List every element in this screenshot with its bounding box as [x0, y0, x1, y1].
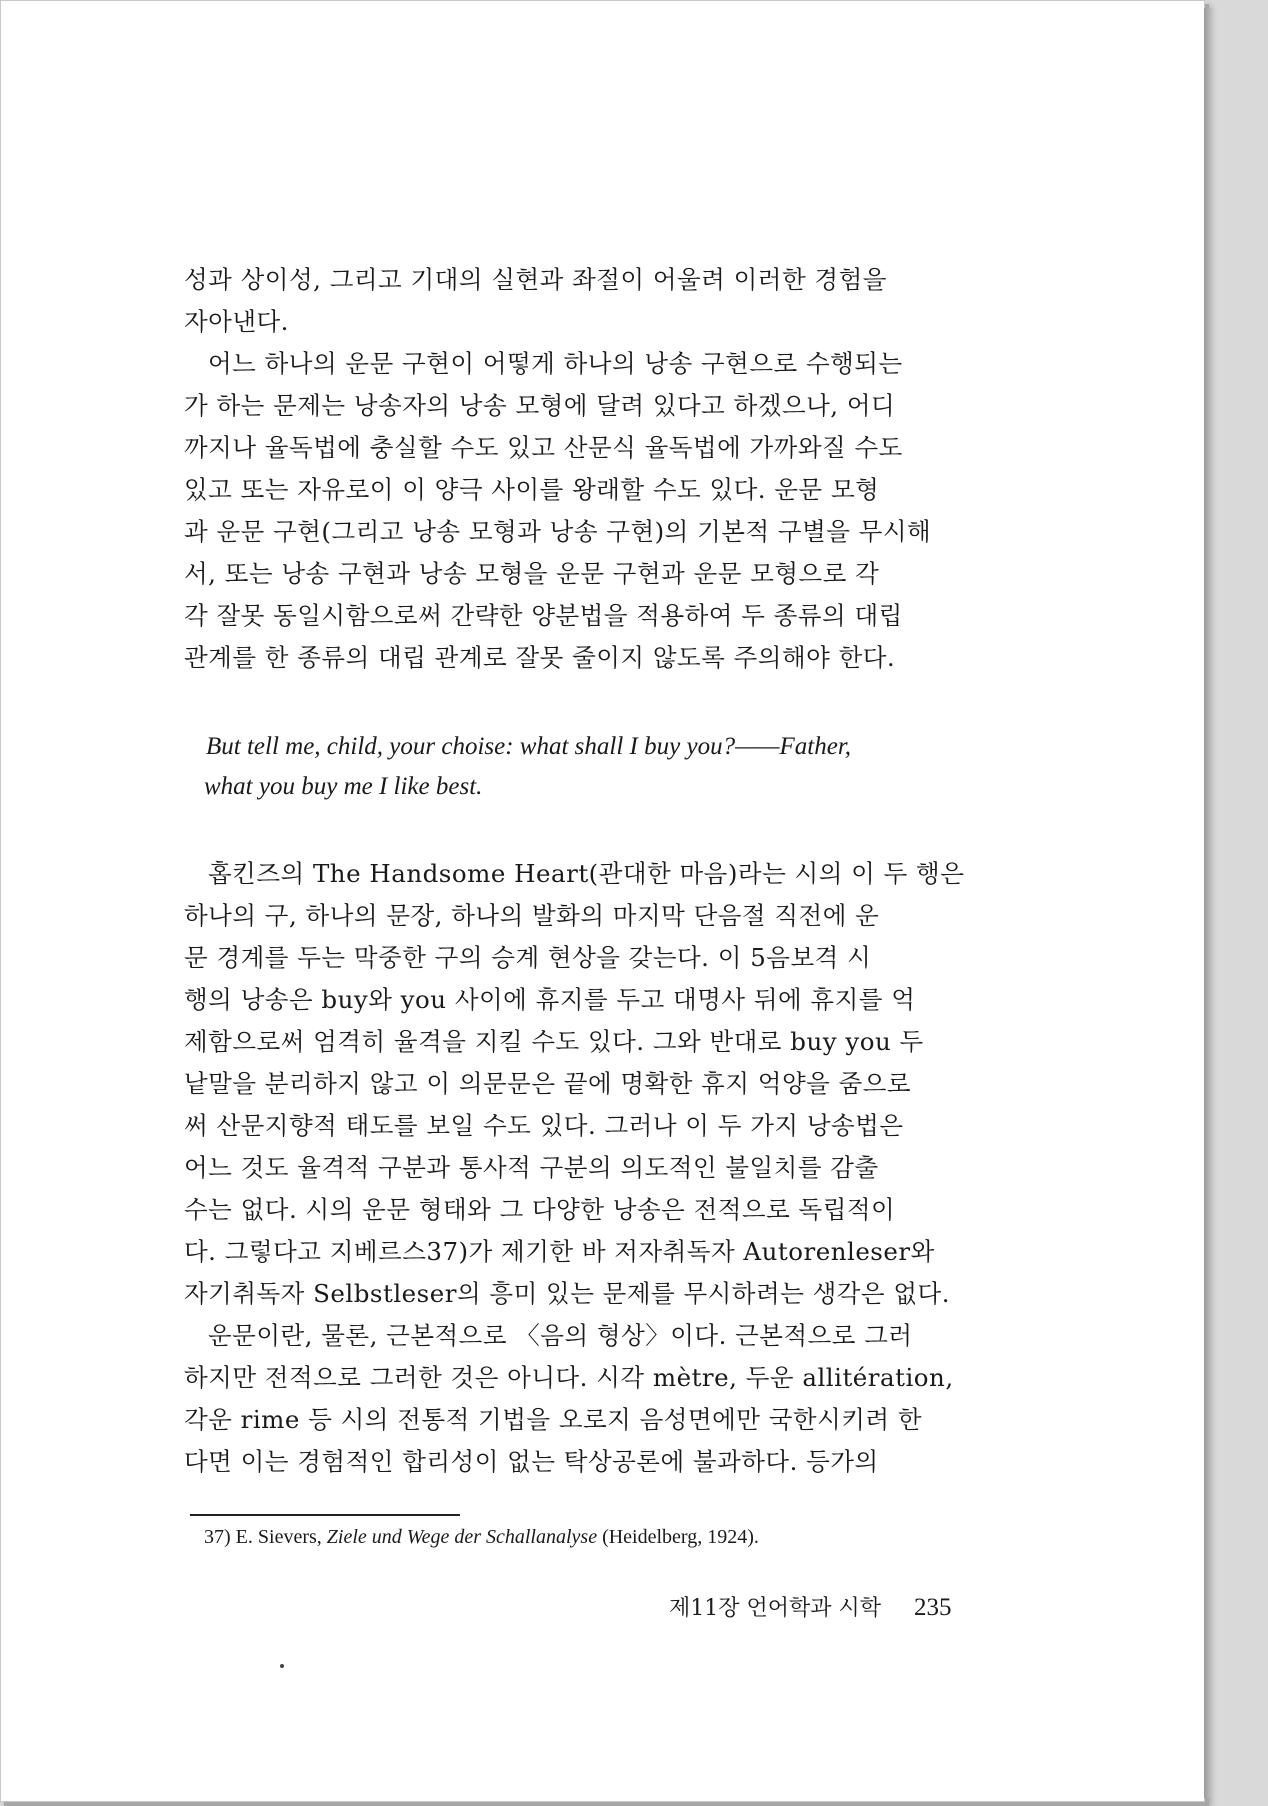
footnote-number: 37) [204, 1526, 231, 1548]
text-line: 하나의 구, 하나의 문장, 하나의 발화의 마지막 단음절 직전에 운 [184, 901, 880, 930]
text-line: 제함으로써 엄격히 율격을 지킬 수도 있다. 그와 반대로 buy you 두 [184, 1027, 924, 1056]
paragraph-1 [184, 259, 990, 343]
page-number: 235 [914, 1594, 952, 1621]
text-line: 자아낸다. [184, 307, 289, 336]
chapter-label: 제11장 [669, 1596, 740, 1621]
poem-quotation [206, 727, 996, 807]
text-line: 어느 것도 율격적 구분과 통사적 구분의 의도적인 불일치를 감출 [184, 1153, 879, 1182]
text-line: 하지만 전적으로 그러한 것은 아니다. 시각 mètre, 두운 allitération, [184, 1363, 954, 1392]
text-line: 성과 상이성, 그리고 기대의 실현과 좌절이 어울려 이러한 경험을 [184, 265, 887, 294]
paragraph-4 [184, 1315, 990, 1483]
text-line: 가 하는 문제는 낭송자의 낭송 모형에 달려 있다고 하겠으나, 어디 [184, 391, 896, 420]
text-line: 서, 또는 낭송 구현과 낭송 모형을 운문 구현과 운문 모형으로 각 [184, 559, 880, 588]
paragraph-2 [184, 343, 990, 679]
chapter-title: 언어학과 시학 [746, 1596, 882, 1621]
footnote [204, 1523, 759, 1551]
text-line: 자기취독자 Selbstleser의 흥미 있는 문제를 무시하려는 생각은 없다. [184, 1279, 950, 1308]
text-line: 써 산문지향적 태도를 보일 수도 있다. 그러나 이 두 가지 낭송법은 [184, 1111, 904, 1140]
footnote-publication: (Heidelberg, 1924). [602, 1526, 759, 1548]
text-line: 관계를 한 종류의 대립 관계로 잘못 줄이지 않도록 주의해야 한다. [184, 643, 896, 672]
footnote-rule [190, 1514, 460, 1516]
text-line: 홉킨즈의 The Handsome Heart(관대한 마음)라는 시의 이 두 행은 [208, 859, 965, 888]
text-line: 낱말을 분리하지 않고 이 의문문은 끝에 명확한 휴지 억양을 줌으로 [184, 1069, 912, 1098]
page-edge-shadow [1204, 8, 1214, 1798]
main-text-block [184, 259, 990, 679]
main-text-block-2 [184, 853, 990, 1483]
text-line: 각 잘못 동일시함으로써 간략한 양분법을 적용하여 두 종류의 대립 [184, 601, 903, 630]
footnote-author: E. Sievers, [235, 1526, 322, 1548]
text-line: 문 경계를 두는 막중한 구의 승계 현상을 갖는다. 이 5음보격 시 [184, 943, 872, 972]
text-line: 행의 낭송은 buy와 you 사이에 휴지를 두고 대명사 뒤에 휴지를 억 [184, 985, 916, 1014]
text-line: 있고 또는 자유로이 이 양극 사이를 왕래할 수도 있다. 운문 모형 [184, 475, 880, 504]
quote-line: But tell me, child, your choise: what shall I buy you?——Father, [206, 733, 852, 760]
text-line: 수는 없다. 시의 운문 형태와 그 다양한 낭송은 전적으로 독립적이 [184, 1195, 896, 1224]
text-line: 과 운문 구현(그리고 낭송 모형과 낭송 구현)의 기본적 구별을 무시해 [184, 517, 932, 546]
footnote-title: Ziele und Wege der Schallanalyse [326, 1526, 598, 1548]
quote-line: what you buy me I like best. [204, 773, 483, 800]
running-footer [669, 1591, 952, 1622]
text-line: 다. 그렇다고 지베르스37)가 제기한 바 저자취독자 Autorenleser와 [184, 1237, 935, 1266]
text-line: 까지나 율독법에 충실할 수도 있고 산문식 율독법에 가까와질 수도 [184, 433, 903, 462]
text-line: 운문이란, 물론, 근본적으로 〈음의 형상〉이다. 근본적으로 그러 [208, 1321, 913, 1350]
paragraph-3 [184, 853, 990, 1315]
text-line: 어느 하나의 운문 구현이 어떻게 하나의 낭송 구현으로 수행되는 [208, 349, 903, 378]
text-line: 각운 rime 등 시의 전통적 기법을 오로지 음성면에만 국한시키려 한 [184, 1405, 923, 1434]
paper-speck [280, 1664, 284, 1668]
text-line: 다면 이는 경험적인 합리성이 없는 탁상공론에 불과하다. 등가의 [184, 1447, 879, 1476]
